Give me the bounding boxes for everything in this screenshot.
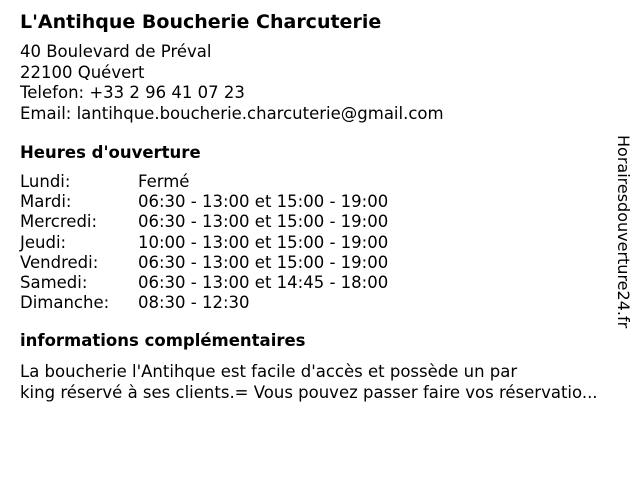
hours-row-samedi xyxy=(20,273,620,293)
hours-time: 06:30 - 13:00 et 15:00 - 19:00 xyxy=(138,212,389,232)
hours-day: Jeudi: xyxy=(20,232,67,252)
store-phone: Telefon: +33 2 96 41 07 23 xyxy=(20,83,245,102)
hours-time: 06:30 - 13:00 et 14:45 - 18:00 xyxy=(138,273,389,293)
hours-row-lundi xyxy=(20,172,620,192)
hours-day: Dimanche: xyxy=(20,293,110,313)
hours-time: 06:30 - 13:00 et 15:00 - 19:00 xyxy=(138,252,389,272)
info-heading: informations complémentaires xyxy=(20,331,306,351)
hours-day: Samedi: xyxy=(20,273,88,293)
info-line: king réservé à ses clients.= Vous pouvez passer faire vos réservatio... xyxy=(20,382,598,402)
hours-row-mardi xyxy=(20,192,620,212)
hours-time: 10:00 - 13:00 et 15:00 - 19:00 xyxy=(138,232,389,252)
hours-row-jeudi xyxy=(20,233,620,253)
store-contact xyxy=(20,42,620,124)
store-city: 22100 Quévert xyxy=(20,62,145,82)
hours-heading: Heures d'ouverture xyxy=(20,143,201,162)
hours-day: Mardi: xyxy=(20,192,72,212)
hours-time: 08:30 - 12:30 xyxy=(138,293,250,313)
hours-row-vendredi xyxy=(20,253,620,273)
info-description xyxy=(20,362,636,403)
hours-day: Mercredi: xyxy=(20,212,98,232)
info-line: La boucherie l'Antihque est facile d'accès et possède un par xyxy=(20,362,518,382)
store-card xyxy=(20,10,620,403)
store-street: 40 Boulevard de Préval xyxy=(20,42,212,61)
store-email: Email: lantihque.boucherie.charcuterie@gmail.com xyxy=(20,103,444,123)
hours-time: 06:30 - 13:00 et 15:00 - 19:00 xyxy=(138,192,389,212)
hours-list xyxy=(20,172,620,313)
hours-row-mercredi xyxy=(20,212,620,232)
store-name: L'Antihque Boucherie Charcuterie xyxy=(20,11,382,33)
hours-day: Lundi: xyxy=(20,172,71,191)
hours-time: Fermé xyxy=(138,172,190,191)
site-watermark: Horairesdouverture24.fr xyxy=(614,135,633,329)
hours-day: Vendredi: xyxy=(20,252,99,272)
hours-row-dimanche xyxy=(20,293,620,313)
